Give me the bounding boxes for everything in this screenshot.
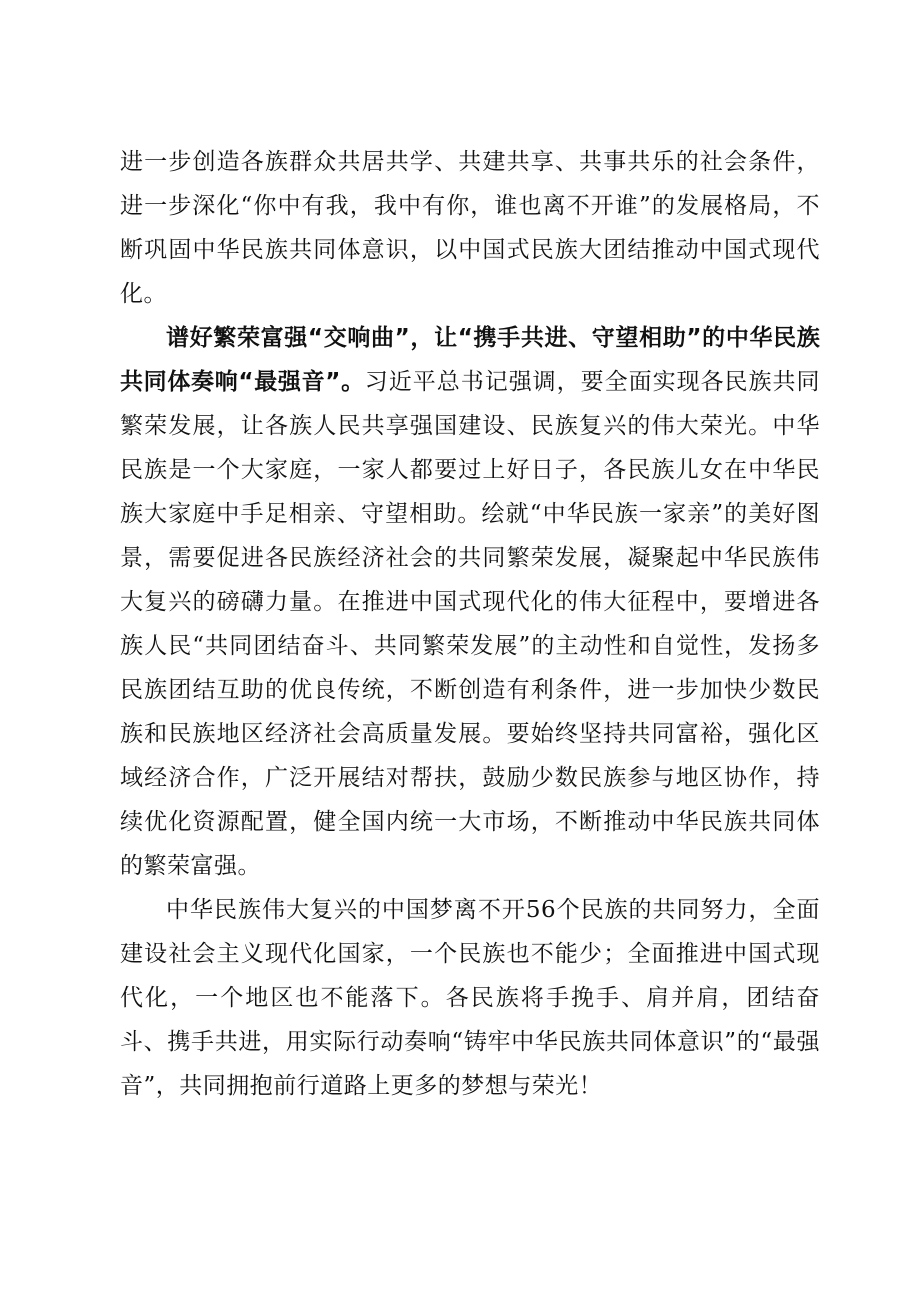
paragraph-2-body: 习近平总书记强调，要全面实现各民族共同繁荣发展，让各族人民共享强国建设、民族复兴的伟大荣光。中华民族是一个大家庭，一家人都要过上好日子，各民族儿女在中华民族大家庭中手足相亲、守望相助。绘就“中华民族一家亲”的美好图景，需要促进各民族经济社会的共同繁荣发展，凝聚起中华民族伟大复兴的磅礴力量。在推进中国式现代化的伟大征程中，要增进各族人民“共同团结奋斗、共同繁荣发展”的主动性和自觉性，发扬多民族团结互助的优良传统，不断创造有利条件，进一步加快少数民族和民族地区经济社会高质量发展。要始终坚持共同富裕，强化区域经济合作，广泛开展结对帮扶，鼓励少数民族参与地区协作，持续优化资源配置，健全国内统一大市场，不断推动中华民族共同体的繁荣富强。 xyxy=(120,369,821,879)
paragraph-2 xyxy=(120,316,820,888)
document-page xyxy=(120,140,820,1108)
paragraph-3: 中华民族伟大复兴的中国梦离不开56个民族的共同努力，全面建设社会主义现代化国家，一个民族也不能少；全面推进中国式现代化，一个地区也不能落下。各民族将手挽手、肩并肩，团结奋斗、携手共进，用实际行动奏响“铸牢中华民族共同体意识”的“最强音”，共同拥抱前行道路上更多的梦想与荣光！ xyxy=(120,897,820,1099)
paragraph-2-heading: 谱好繁荣富强“交响曲”，让“携手共进、守望相助”的中华民族共同体奏响“最强音”。 xyxy=(120,325,820,395)
paragraph-1: 进一步创造各族群众共居共学、共建共享、共事共乐的社会条件，进一步深化“你中有我，我中有你，谁也离不开谁”的发展格局，不断巩固中华民族共同体意识，以中国式民族大团结推动中国式现代化。 xyxy=(120,149,820,307)
